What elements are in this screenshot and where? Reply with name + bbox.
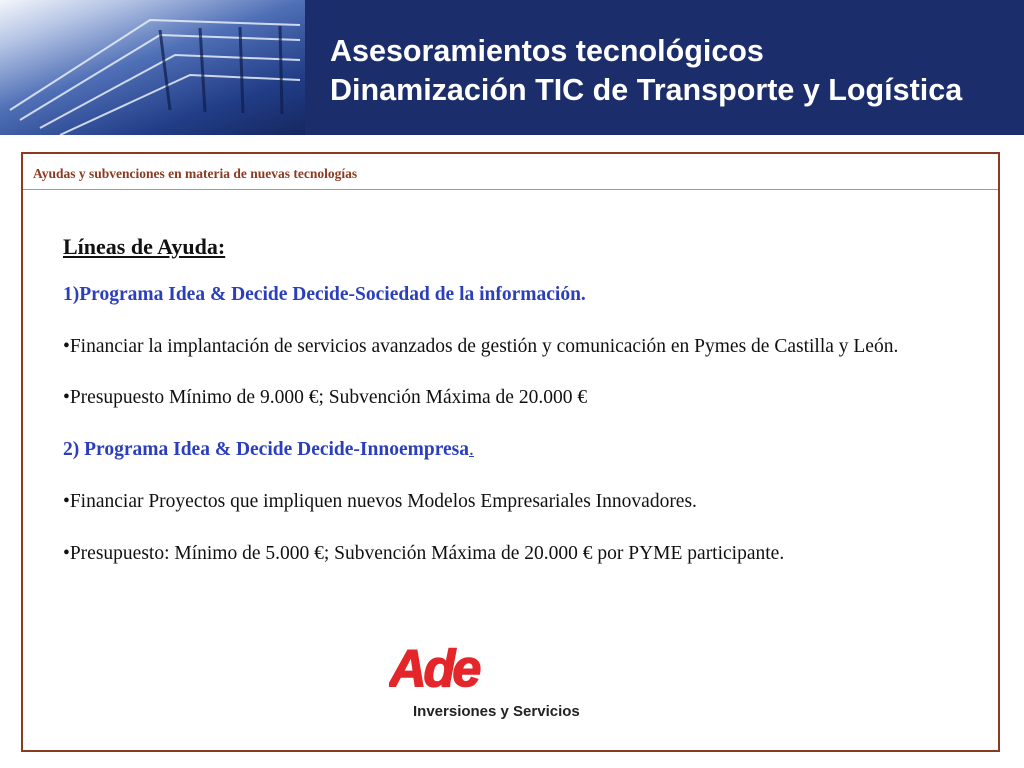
- transport-illustration: [0, 0, 305, 135]
- header-title-line2: Dinamización TIC de Transporte y Logística: [330, 73, 963, 107]
- header-image: [0, 0, 305, 135]
- ade-logo: [389, 644, 629, 724]
- frame-header-text: Ayudas y subvenciones en materia de nuevas tecnologías: [33, 166, 358, 181]
- header-banner: [0, 0, 1024, 135]
- ade-logo-mark: [389, 644, 629, 724]
- program2-bullet1: •Financiar Proyectos que impliquen nuevos Modelos Empresariales Innovadores.: [63, 491, 697, 512]
- program1-bullet2: •Presupuesto Mínimo de 9.000 €; Subvención Máxima de 20.000 €: [63, 387, 588, 408]
- program2-title-link[interactable]: .: [469, 439, 474, 460]
- program2-title-line: [63, 439, 939, 461]
- frame-header: [23, 154, 998, 190]
- content-body: [63, 234, 939, 565]
- program1-title: 1)Programa Idea & Decide Decide-Sociedad de la información.: [63, 284, 586, 305]
- section-heading: Líneas de Ayuda:: [63, 234, 226, 259]
- program2-bullet2: •Presupuesto: Mínimo de 5.000 €; Subvención Máxima de 20.000 € por PYME participante.: [63, 543, 785, 564]
- content-frame: [21, 152, 1000, 752]
- ade-logo-tagline: Inversiones y Servicios: [413, 703, 580, 720]
- program2-title: 2) Programa Idea & Decide Decide-Innoempresa: [63, 439, 469, 460]
- ade-logo-brand: Ade: [389, 644, 479, 698]
- program1-bullet1: •Financiar la implantación de servicios avanzados de gestión y comunicación en Pymes de Castilla y León.: [63, 336, 899, 357]
- header-title-line1: Asesoramientos tecnológicos: [330, 34, 764, 68]
- header-title: [330, 32, 962, 110]
